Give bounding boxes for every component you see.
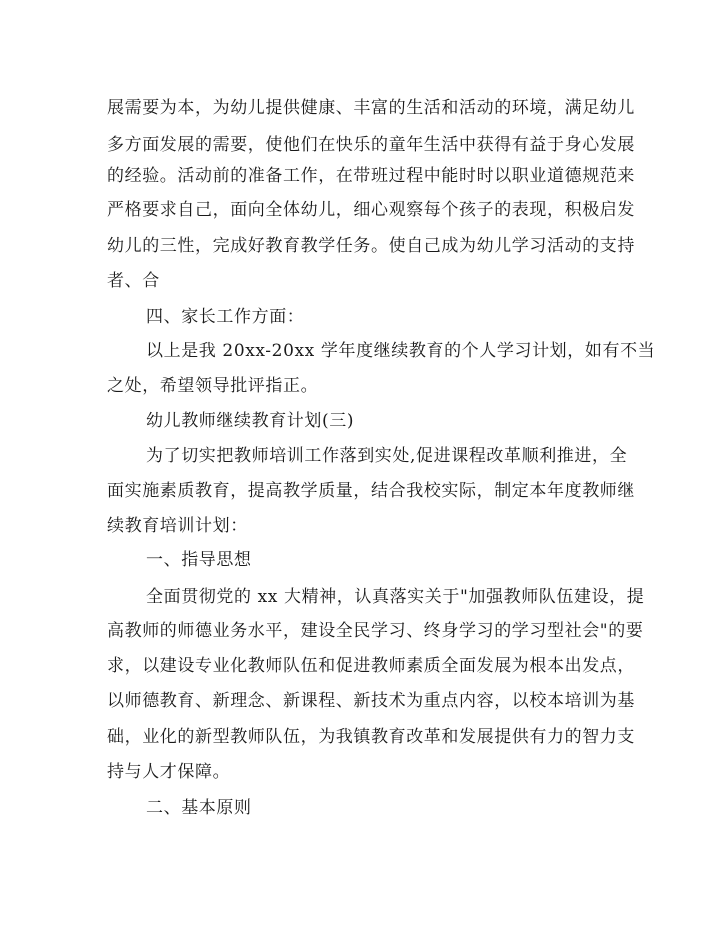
text-line: 面实施素质教育，提高教学质量，结合我校实际，制定本年度教师继 <box>107 481 635 501</box>
text-line: 者、合 <box>107 271 160 291</box>
text-line: 的经验。活动前的准备工作，在带班过程中能时时以职业道德规范来 <box>107 166 635 186</box>
section-heading: 四、家长工作方面： <box>146 307 305 327</box>
text-line: 幼儿的三性，完成好教育教学任务。使自己成为幼儿学习活动的支持 <box>107 236 635 256</box>
text-line: 高教师的师德业务水平，建设全民学习、终身学习的学习型社会"的要 <box>107 621 644 641</box>
text-line: 多方面发展的需要，使他们在快乐的童年生活中获得有益于身心发展 <box>107 135 635 155</box>
text-line: 持与人才保障。 <box>107 762 231 782</box>
text-line: 之处，希望领导批评指正。 <box>107 376 319 396</box>
text-line: 以师德教育、新理念、新课程、新技术为重点内容，以校本培训为基 <box>107 691 635 711</box>
text-line: 展需要为本，为幼儿提供健康、丰富的生活和活动的环境，满足幼儿 <box>107 98 635 118</box>
section-heading: 二、基本原则 <box>146 798 252 818</box>
text-line: 严格要求自己，面向全体幼儿，细心观察每个孩子的表现，积极启发 <box>107 200 635 220</box>
text-line: 以上是我 20xx-20xx 学年度继续教育的个人学习计划，如有不当 <box>146 341 656 361</box>
text-line: 全面贯彻党的 xx 大精神，认真落实关于"加强教师队伍建设，提 <box>146 587 645 607</box>
text-line: 础，业化的新型教师队伍，为我镇教育改革和发展提供有力的智力支 <box>107 727 635 747</box>
text-line: 求，以建设专业化教师队伍和促进教师素质全面发展为根本出发点， <box>107 656 635 676</box>
text-line: 续教育培训计划： <box>107 516 248 536</box>
document-title: 幼儿教师继续教育计划(三) <box>146 411 355 431</box>
section-heading: 一、指导思想 <box>146 550 252 570</box>
text-line: 为了切实把教师培训工作落到实处,促进课程改革顺利推进，全 <box>146 446 628 466</box>
